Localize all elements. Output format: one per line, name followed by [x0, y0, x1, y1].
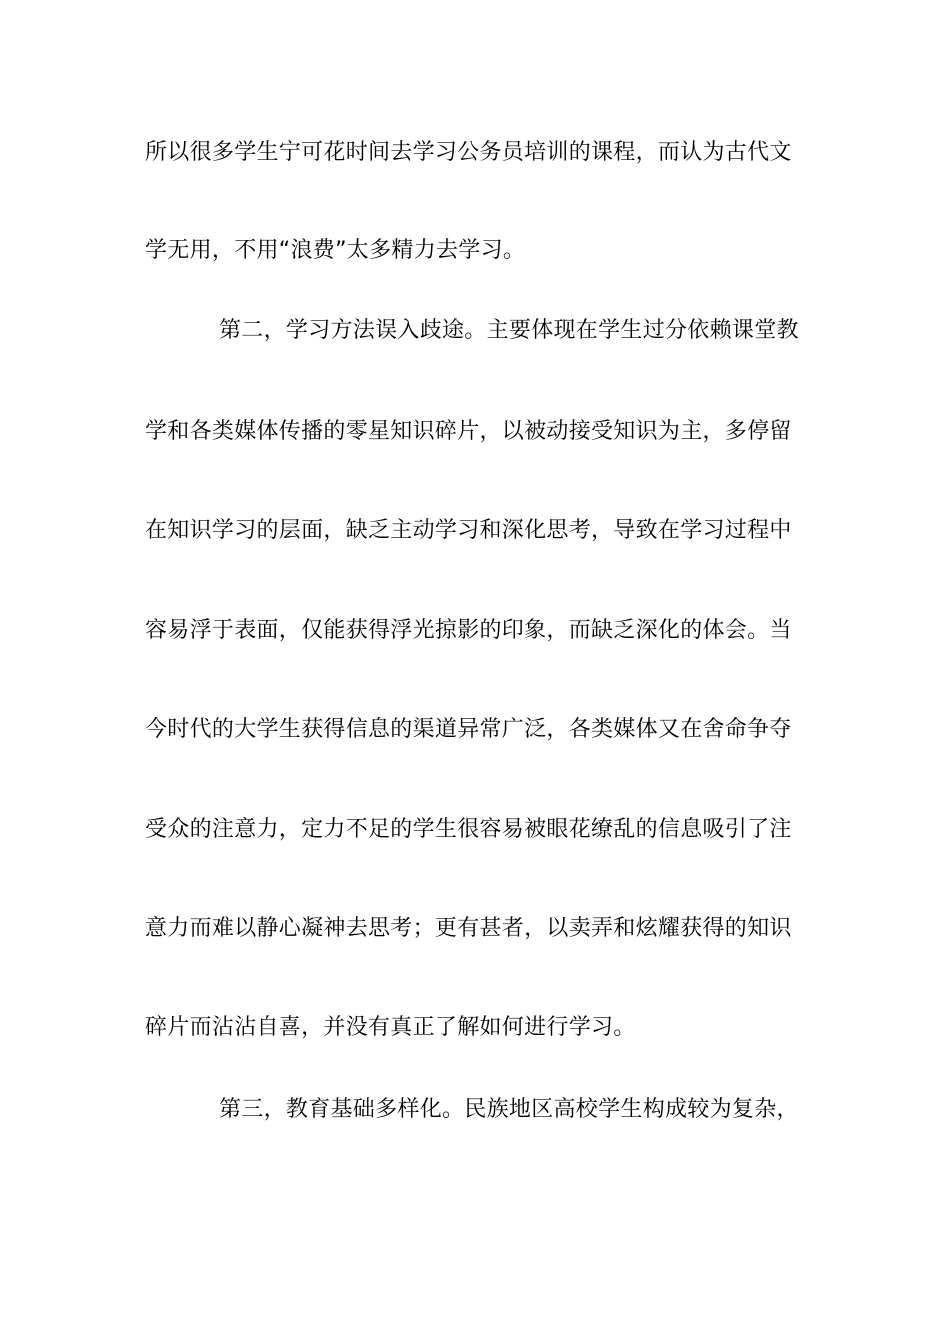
- text-line: 学无用，不用“浪费”太多精力去学习。: [145, 238, 526, 263]
- text-line: 所以很多学生宁可花时间去学习公务员培训的课程，而认为古代文: [145, 140, 792, 165]
- paragraph-start-line: 第三，教育基础多样化。民族地区高校学生构成较为复杂，: [219, 1097, 799, 1122]
- text-line: 意力而难以静心凝神去思考；更有甚者，以卖弄和炫耀获得的知识: [145, 916, 792, 941]
- text-line: 碎片而沾沾自喜，并没有真正了解如何进行学习。: [145, 1015, 636, 1040]
- text-line: 今时代的大学生获得信息的渠道异常广泛，各类媒体又在舍命争夺: [145, 717, 792, 742]
- text-line: 学和各类媒体传播的零星知识碎片，以被动接受知识为主，多停留: [145, 419, 792, 444]
- paragraph-start-line: 第二，学习方法误入歧途。主要体现在学生过分依赖课堂教: [219, 318, 799, 343]
- text-line: 容易浮于表面，仅能获得浮光掠影的印象，而缺乏深化的体会。当: [145, 618, 792, 643]
- text-line: 在知识学习的层面，缺乏主动学习和深化思考，导致在学习过程中: [145, 518, 792, 543]
- text-line: 受众的注意力，定力不足的学生很容易被眼花缭乱的信息吸引了注: [145, 817, 792, 842]
